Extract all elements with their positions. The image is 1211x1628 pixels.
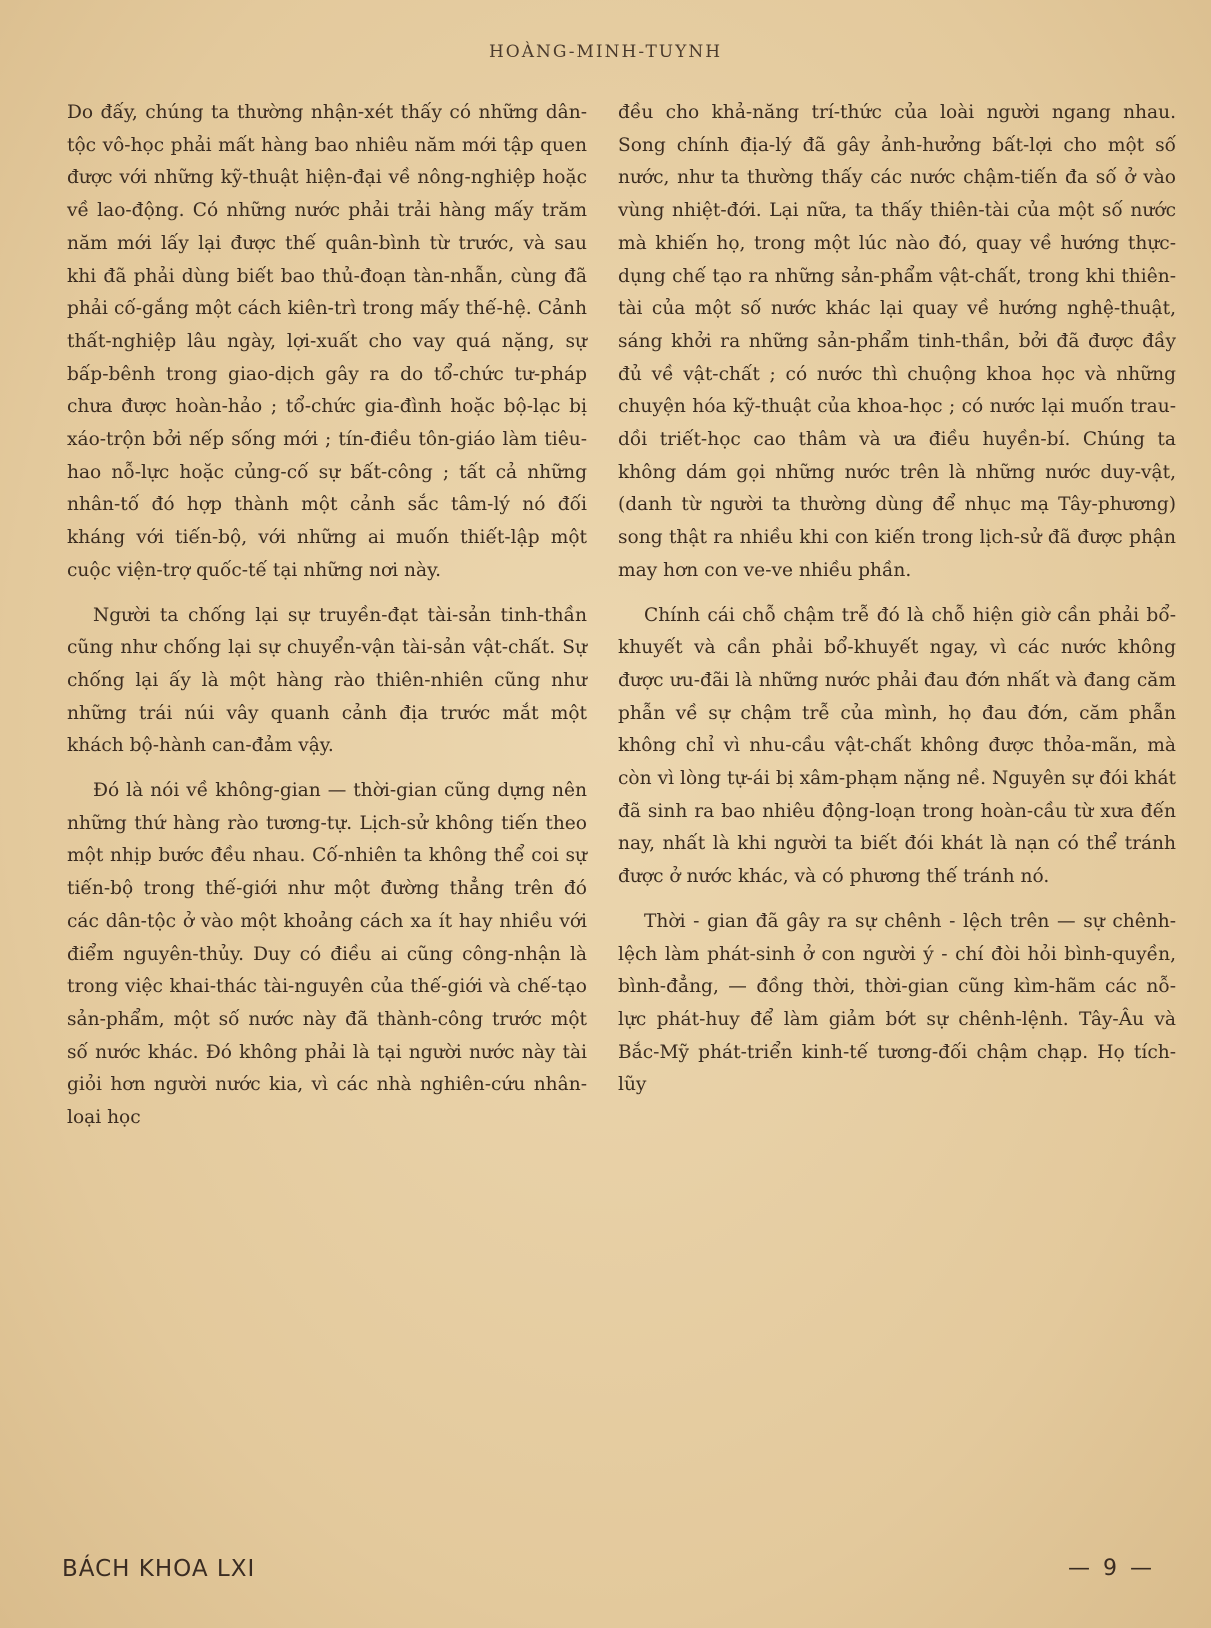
paragraph: đều cho khả-năng trí-thức của loài người ngang nhau. Song chính địa-lý đã gây ảnh-hưởng bất-lợi cho một số nước, như ta thường thấy các nước chậm-tiến đa số ở vào vùng nhiệt-đới. Lại nữa, ta thấy thiên-tài của một số nước mà khiến họ, trong một lúc nào đó, quay về hướng thực-dụng chế tạo ra những sản-phẩm vật-chất, trong khi thiên-tài của một số nước khác lại quay về hướng nghệ-thuật, sáng khởi ra những sản-phẩm tinh-thần, bởi đã được đầy đủ về vật-chất ; có nước thì chuộng khoa học và những chuyện hóa kỹ-thuật của khoa-học ; có nước lại muốn trau-dồi triết-học cao thâm và ưa điều huyền-bí. Chúng ta không dám gọi những nước trên là những nước duy-vật, (danh từ người ta thường dùng để nhục mạ Tây-phương) song thật ra nhiều khi con kiến trong lịch-sử đã được phận may hơn con ve-ve nhiều phần. (618, 102, 1176, 581)
paragraph: Đó là nói về không-gian — thời-gian cũng dựng nên những thứ hàng rào tương-tự. Lịch-sử không tiến theo một nhịp bước đều nhau. Cố-nhiên ta không thể coi sự tiến-bộ trong thế-giới như một đường thẳng trên đó các dân-tộc ở vào một khoảng cách xa ít hay nhiều với điểm nguyên-thủy. Duy có điều ai cũng công-nhận là trong việc khai-thác tài-nguyên của thế-giới và chế-tạo sản-phẩm, một số nước này đã thành-công trước một số nước khác. Đó không phải là tại người nước này tài giỏi hơn người nước kia, vì các nhà nghiên-cứu nhân-loại học (67, 780, 587, 1129)
page-number: — 9 — (1068, 1556, 1155, 1581)
paragraph: Người ta chống lại sự truyền-đạt tài-sản tinh-thần cũng như chống lại sự chuyển-vận tài-sản vật-chất. Sự chống lại ấy là một hàng rào thiên-nhiên cũng như những trái núi vây quanh cảnh địa trước mắt một khách bộ-hành can-đảm vậy. (67, 604, 587, 757)
right-text-column (618, 97, 1176, 1114)
paragraph: Do đấy, chúng ta thường nhận-xét thấy có những dân-tộc vô-học phải mất hàng bao nhiêu năm mới tập quen được với những kỹ-thuật hiện-đại về nông-nghiệp hoặc về lao-động. Có những nước phải trải hàng mấy trăm năm mới lấy lại được thế quân-bình từ trước, và sau khi đã phải dùng biết bao thủ-đoạn tàn-nhẫn, cùng đã phải cố-gắng một cách kiên-trì trong mấy thế-hệ. Cảnh thất-nghiệp lâu ngày, lợi-xuất cho vay quá nặng, sự bấp-bênh trong giao-dịch gây ra do tổ-chức tư-pháp chưa được hoàn-hảo ; tổ-chức gia-đình hoặc bộ-lạc bị xáo-trộn bởi nếp sống mới ; tín-điều tôn-giáo làm tiêu-hao nỗ-lực hoặc củng-cố sự bất-công ; tất cả những nhân-tố đó hợp thành một cảnh sắc tâm-lý nó đối kháng với tiến-bộ, với những ai muốn thiết-lập một cuộc viện-trợ quốc-tế tại những nơi này. (67, 102, 587, 581)
paragraph: Chính cái chỗ chậm trễ đó là chỗ hiện giờ cần phải bổ-khuyết và cần phải bổ-khuyết ngay, vì các nước không được ưu-đãi là những nước phải đau đớn nhất và đang căm phẫn về sự chậm trễ của mình, họ đau đớn, căm phẫn không chỉ vì nhu-cầu vật-chất không được thỏa-mãn, mà còn vì lòng tự-ái bị xâm-phạm nặng nề. Nguyên sự đói khát đã sinh ra bao nhiêu động-loạn trong hoàn-cầu từ xưa đến nay, nhất là khi người ta biết đói khát là nạn có thể tránh được ở nước khác, và có phương thế tránh nó. (618, 604, 1176, 888)
left-text-column (67, 97, 587, 1147)
running-head-author: HOÀNG-MINH-TUYNH (488, 42, 723, 62)
publication-footer: BÁCH KHOA LXI (62, 1556, 256, 1582)
paragraph: Thời - gian đã gây ra sự chênh - lệch trên — sự chênh-lệch làm phát-sinh ở con người ý - chí đòi hỏi bình-quyền, bình-đẳng, — đồng thời, thời-gian cũng kìm-hãm các nỗ-lực phát-huy để làm giảm bớt sự chênh-lệnh. Tây-Âu và Bắc-Mỹ phát-triển kinh-tế tương-đối chậm chạp. Họ tích-lũy (618, 910, 1176, 1096)
